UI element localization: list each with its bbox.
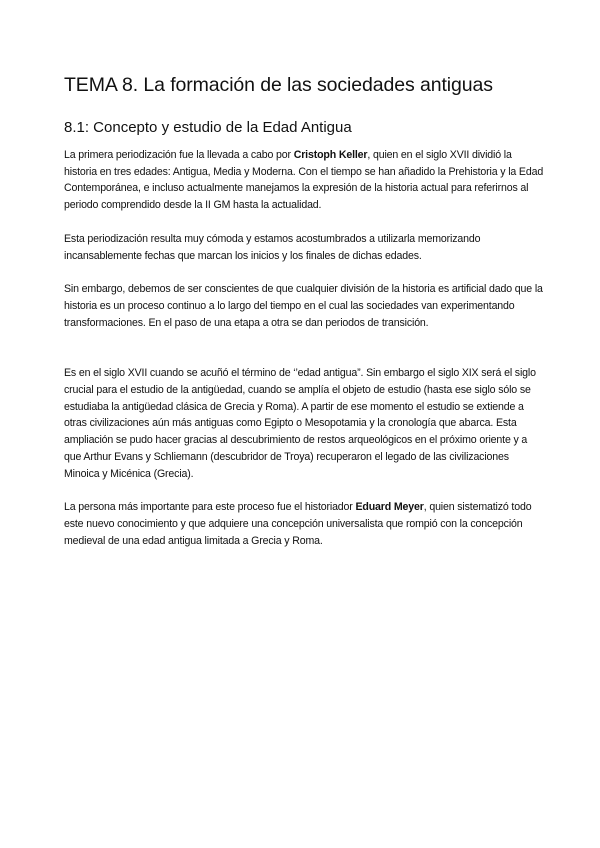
paragraph-periodization bbox=[64, 147, 544, 214]
document-title: TEMA 8. La formación de las sociedades antiguas bbox=[64, 74, 493, 96]
document-page bbox=[64, 72, 544, 549]
paragraph-text: , quien sistematizó todo este nuevo conocimiento y que adquiere una concepción universalista que rompió con la concepción medieval de una edad antigua limitada a Grecia y Roma. bbox=[64, 501, 532, 547]
bold-name-meyer: Eduard Meyer bbox=[355, 501, 424, 514]
paragraph-comfort: Esta periodización resulta muy cómoda y estamos acostumbrados a utilizarla memorizando incansablemente fechas que marcan los inicios y los finales de dichas edades. bbox=[64, 232, 481, 262]
bold-name-keller: Cristoph Keller bbox=[293, 149, 368, 161]
paragraph-text: La primera periodización fue la llevada a cabo por bbox=[64, 149, 294, 161]
paragraph-text: La persona más importante para este proceso fue el historiador bbox=[64, 501, 356, 514]
paragraph-meyer bbox=[64, 499, 544, 549]
paragraph-artificial-division: Sin embargo, debemos de ser conscientes de que cualquier división de la historia es artificial dado que la historia es un proceso continuo a lo largo del tiempo en el cual las sociedades van experimentando transformaciones. En el paso de una etapa a otra se dan periodos de transición. bbox=[64, 283, 543, 329]
paragraph-ancient-age-term: Es en el siglo XVII cuando se acuñó el término de ‘’edad antigua”. Sin embargo el siglo XIX será el siglo crucial para el estudio de la antigüedad, cuando se amplía el objeto de estudio (hasta ese siglo sólo se estudiaba la antigüedad clásica de Grecia y Roma). A partir de ese momento el estudio se extiende a otras civilizaciones aún más antiguas como Egipto o Mesopotamia y la cronología que abarca. Esta ampliación se pudo hacer gracias al descubrimiento de restos arqueológicos en el próximo oriente y a que Arthur Evans y Schliemann (descubridor de Troya) recuperaron el legado de las civilizaciones Minoica y Micénica (Grecia). bbox=[64, 367, 536, 480]
paragraph-text: , quien en el siglo XVII dividió la historia en tres edades: Antigua, Media y Moderna. Con el tiempo se han añadido la Prehistoria y la Edad Contemporánea, e incluso actualmente manejamos la expresión de la historia actual para referirnos al periodo comprendido desde la II GM hasta la actualidad. bbox=[64, 149, 544, 212]
section-heading: 8.1: Concepto y estudio de la Edad Antigua bbox=[64, 119, 352, 136]
